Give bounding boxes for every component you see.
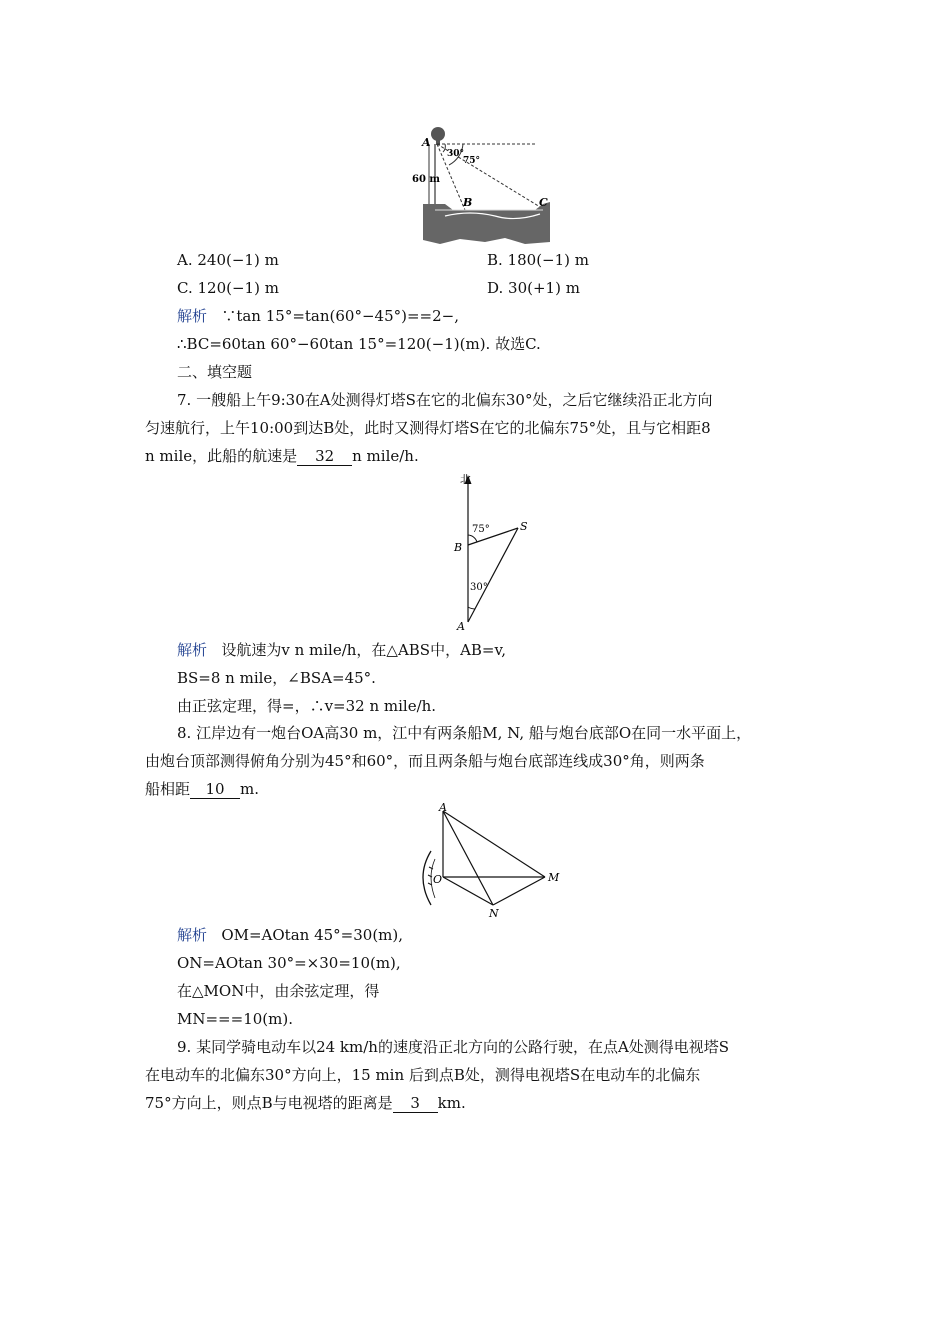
q8-solution-label: 解析 bbox=[177, 926, 208, 944]
q8-solution-line4: MN===10(m). bbox=[177, 1010, 293, 1028]
q7-line3-post: n mile/h. bbox=[352, 447, 419, 465]
fig1-label-B: B bbox=[463, 196, 473, 209]
section-heading: 二、填空题 bbox=[177, 363, 253, 381]
fig1-angle-30: 30° bbox=[447, 149, 465, 159]
q7-solution-label: 解析 bbox=[177, 641, 208, 659]
q9-line3-post: km. bbox=[437, 1094, 466, 1112]
q8-solution-text1: OM=AOtan 45°=30(m), bbox=[221, 926, 404, 944]
q9-line2: 在电动车的北偏东30°方向上，15 min 后到点B处，测得电视塔S在电动车的北偏东 bbox=[145, 1066, 701, 1084]
q6-option-a: A. 240(−1) m bbox=[177, 251, 279, 269]
q6-solution-text1: ∵tan 15°=tan(60°−45°)==2−, bbox=[221, 307, 459, 325]
fig3-label-N: N bbox=[489, 907, 499, 920]
fig3-label-A: A bbox=[439, 801, 447, 814]
fig1-height-label: 60 m bbox=[412, 174, 440, 185]
fig2-label-north: 北 bbox=[460, 473, 471, 486]
figure-q7-triangle bbox=[450, 470, 540, 633]
fig3-label-M: M bbox=[548, 871, 560, 884]
fig1-label-A: A bbox=[422, 136, 431, 149]
q8-line3-pre: 船相距 bbox=[145, 780, 191, 798]
q6-solution-line1 bbox=[177, 306, 459, 326]
fig2-label-A: A bbox=[457, 620, 465, 633]
fig2-label-B: B bbox=[454, 541, 463, 554]
q9-line3 bbox=[145, 1093, 466, 1113]
q7-solution-text1: 设航速为v n mile/h，在△ABS中，AB=v, bbox=[221, 641, 506, 659]
figure-q8-cannon bbox=[415, 803, 565, 921]
q9-line3-pre: 75°方向上，则点B与电视塔的距离是 bbox=[145, 1094, 393, 1112]
q7-solution-line1 bbox=[177, 640, 506, 660]
q6-option-c: C. 120(−1) m bbox=[177, 279, 279, 297]
q8-solution-line1 bbox=[177, 925, 403, 945]
q6-option-d: D. 30(+1) m bbox=[487, 279, 580, 297]
q8-solution-line3: 在△MON中，由余弦定理，得 bbox=[177, 982, 380, 1000]
q7-line1: 7. 一艘船上午9:30在A处测得灯塔S在它的北偏东30°处，之后它继续沿正北方向 bbox=[177, 391, 713, 409]
q8-answer-blank: 10 bbox=[190, 780, 240, 799]
q7-solution-line2: BS=8 n mile，∠BSA=45°. bbox=[177, 669, 376, 687]
fig3-label-O: O bbox=[433, 873, 443, 886]
fig2-angle-75: 75° bbox=[472, 524, 490, 535]
figure-cliff-lighthouse bbox=[412, 122, 550, 244]
q8-line2: 由炮台顶部测得俯角分别为45°和60°，而且两条船与炮台底部连线成30°角，则两条 bbox=[145, 752, 705, 770]
q9-answer-blank: 3 bbox=[393, 1094, 438, 1113]
fig2-label-S: S bbox=[520, 520, 528, 533]
q9-line1: 9. 某同学骑电动车以24 km/h的速度沿正北方向的公路行驶，在点A处测得电视塔S bbox=[177, 1038, 730, 1056]
q7-line2: 匀速航行，上午10:00到达B处，此时又测得灯塔S在它的北偏东75°处，且与它相距8 bbox=[145, 419, 711, 437]
q8-line3-post: m. bbox=[240, 780, 260, 798]
q6-solution-label: 解析 bbox=[177, 307, 208, 325]
q6-solution-line2: ∴BC=60tan 60°−60tan 15°=120(−1)(m). 故选C. bbox=[177, 335, 541, 353]
q8-line3 bbox=[145, 779, 259, 799]
q7-answer-blank: 32 bbox=[297, 447, 352, 466]
q7-line3-pre: n mile，此船的航速是 bbox=[145, 447, 298, 465]
q8-solution-line2: ON=AOtan 30°=×30=10(m), bbox=[177, 954, 401, 972]
q8-line1: 8. 江岸边有一炮台OA高30 m，江中有两条船M, N, 船与炮台底部O在同一水平面上， bbox=[177, 724, 752, 742]
fig2-angle-30: 30° bbox=[470, 582, 488, 593]
q7-solution-line3: 由正弦定理，得=，∴v=32 n mile/h. bbox=[177, 697, 437, 715]
fig1-label-C: C bbox=[539, 196, 548, 209]
q7-line3 bbox=[145, 446, 419, 466]
fig1-angle-75: 75° bbox=[463, 156, 481, 166]
q6-option-b: B. 180(−1) m bbox=[487, 251, 589, 269]
